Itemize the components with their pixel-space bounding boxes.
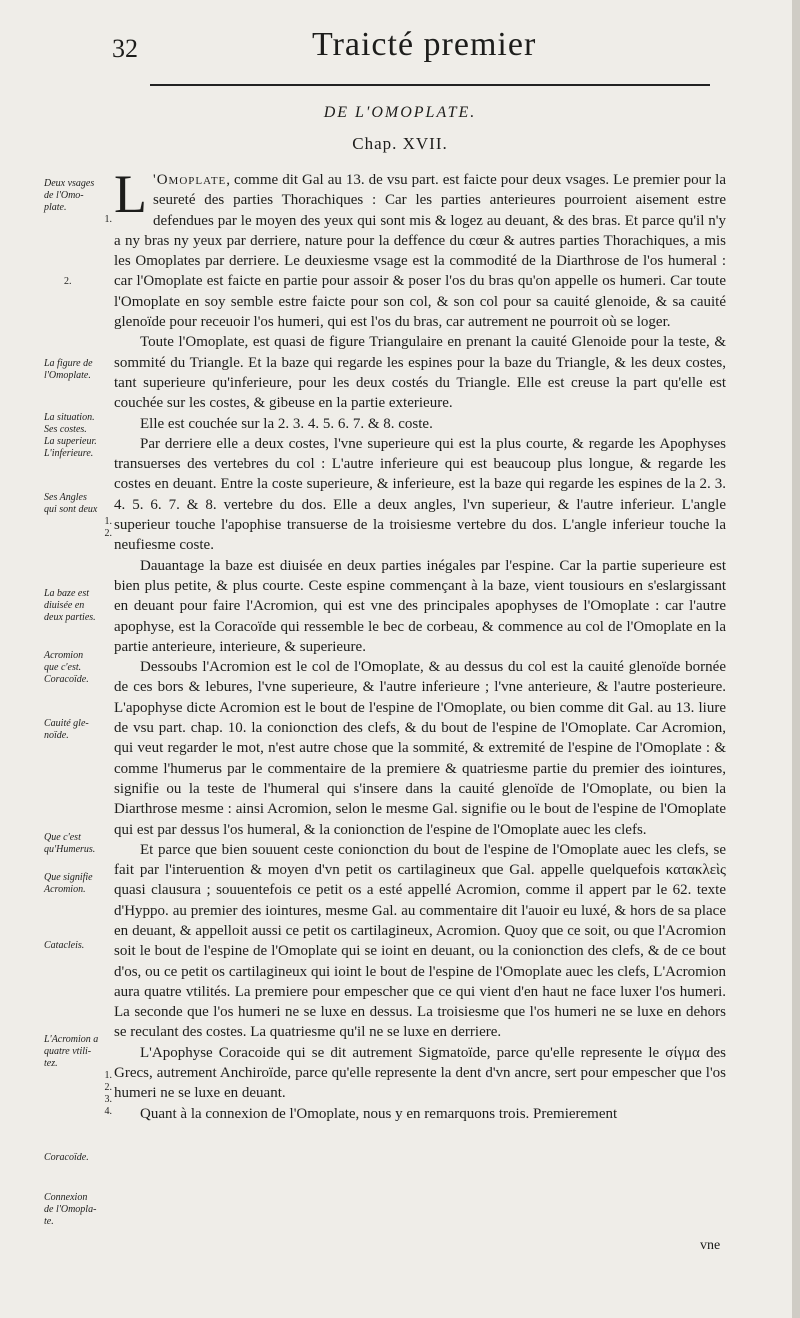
- paragraph: Elle est couchée sur la 2. 3. 4. 5. 6. 7. & 8. coste.: [140, 415, 433, 432]
- margin-note-line: Coracoïde.: [44, 1152, 89, 1163]
- margin-note-line: de l'Omo-: [44, 190, 84, 201]
- paragraph: Dessoubs l'Acromion est le col de l'Omoplate, & au dessus du col est la cauité glenoïde bornée de ces bors & lebures, l'vne superieure, & l'autre inferieure ; l'vne anterieure, & l'autre posterieure. L'apophyse dicte Acromion est le bout de l'espine de l'Omoplate, ou bien comme dit Gal. au 13. liure de vsu part. chap. 10. la conionction des clefs, & du bout de l'espine de l'Omoplate. Car Acromion, qui veut regarder le mot, n'est autre chose que la sommité, & extremité de l'espine de l'Omoplate : & comme l'humerus par le commentaire de la premiere & quatriesme partie du premier des iointures, signifie ou la teste de l'humeral qui s'insere dans la cauité glenoïde de l'Omoplate, ou bien la Diarthrose mesme : ainsi Acromion, selon le mesme Gal. signifie ou le bout de l'espine de l'Omoplate qui est par dessus l'os humeral, & la conionction de l'espine de l'Omoplate auec les clefs.: [114, 659, 726, 838]
- margin-note-base: [44, 588, 116, 624]
- page-number: 32: [112, 34, 138, 63]
- margin-note-utilities: [44, 1034, 116, 1118]
- margin-note-second-use: [44, 276, 116, 288]
- margin-note-glenoid: [44, 718, 116, 742]
- margin-note-line: deux parties.: [44, 612, 96, 623]
- chapter-title: Chap. XVII.: [352, 134, 448, 153]
- margin-note-line: quatre vtili-: [44, 1046, 92, 1057]
- margin-note-acromion: [44, 650, 116, 686]
- paragraph: Et parce que bien souuent ceste conionction du bout de l'espine de l'Omoplate auec les clefs, se fait par l'interuention & moyen d'vn petit os cartilagineux que Gal. appelle quelquefois κατακλεὶς quasi clausura ; souuentefois ce petit os a esté appellé Acromion, comme il appert par le 62. texte d'Hyppo. au premier des iointures, mesme Gal. au commentaire dit l'auoir eu luxé, & hors de sa place en deuant, & appelloit aussi ce petit os cartilagineux, Acromion. Quoy que ce soit, ou que l'Acromion soit le bout de l'espine de l'Omoplate qui se ioint en deuant, ou la conionction des clefs, & de ce bout d'os, ou ce petit os cartilagineux qui ioint le bout de l'espine de l'Omoplate auec les clefs, L'Acromion aura quatre vtilités. La premiere pour empescher que ce qui vient d'en haut ne face luxer l'os humeri. La seconde que l'os humeri ne se luxe en dessus. La troisiesme que l'os humeri ne se luxe en dehors se reculant des costes. La quatriesme qu'il ne se luxe en derriere.: [114, 841, 726, 1041]
- paragraph: L'Apophyse Coracoide qui se dit autrement Sigmatoïde, parce qu'elle represente le σίγμα des Grecs, autrement Anchiroïde, parce qu'elle represente la dent d'vn ancre, sert pour empescher que l'os humeri ne se luxe en deuant.: [114, 1044, 726, 1102]
- margin-number: 1.: [104, 1070, 112, 1081]
- margin-number: 4.: [104, 1106, 112, 1117]
- margin-note-line: de l'Omopla-: [44, 1204, 97, 1215]
- margin-note-catacleis: [44, 940, 116, 952]
- margin-note-line: Deux vsages: [44, 178, 95, 189]
- main-text: [114, 164, 726, 1124]
- section-title: DE L'OMOPLATE.: [323, 104, 477, 121]
- margin-note-situation: [44, 412, 116, 460]
- margin-note-line: qu'Humerus.: [44, 844, 96, 855]
- margin-note-line: Acromion: [44, 650, 84, 661]
- margin-note-line: L'inferieure.: [44, 448, 94, 459]
- catchword: vne: [700, 1238, 721, 1253]
- margin-note-line: te.: [44, 1216, 54, 1227]
- margin-note-line: L'Acromion a: [44, 1034, 99, 1045]
- margin-note-line: La situation.: [44, 412, 95, 423]
- margin-note-line: La baze est: [44, 588, 89, 599]
- margin-note-coracoid: [44, 1152, 116, 1164]
- margin-number: 3.: [104, 1094, 112, 1105]
- margin-number: 2.: [64, 276, 72, 287]
- margin-note-uses: [44, 178, 116, 226]
- margin-note-line: Que c'est: [44, 832, 81, 843]
- paragraph-text: , comme dit Gal au 13. de vsu part. est faicte pour deux vsages. Le premier pour la seureté des parties Thorachiques : Car les parties anterieures pourroient aisement estre defendues par le moyen des yeux qui sont mis & logez au deuant, & des bras. Et parce qu'il n'y a ny bras ny yeux par derriere, nature pour la deffence du cœur & autres parties Thorachiques, a mis les Omoplates par derriere. Le deuxiesme vsage est la commodité de la Diarthrose de l'os humeral : car l'Omoplate est faicte en partie pour assoir & poser l'os du bras qu'on appelle os humeri. Car toute l'Omoplate en soy semble estre faicte pour son col, & son col pour sa cauité glenoide, & sa cauité glenoïde pour receuoir l'os humeri, qui est l'os du bras, car autrement ne pourroit où se loger.: [114, 172, 726, 331]
- margin-note-figure: [44, 358, 116, 382]
- margin-note-line: que c'est.: [44, 662, 82, 673]
- margin-note-line: noïde.: [44, 730, 69, 741]
- margin-note-line: Cauité gle-: [44, 718, 89, 729]
- margin-note-line: La superieur.: [44, 436, 97, 447]
- margin-note-line: Catacleis.: [44, 940, 85, 951]
- running-title: Traicté premier: [312, 26, 537, 63]
- margin-note-angles: [44, 492, 116, 540]
- paragraph: [114, 164, 726, 332]
- margin-note-connexion: [44, 1192, 116, 1228]
- margin-note-line: l'Omoplate.: [44, 370, 91, 381]
- margin-number: 1.: [104, 214, 112, 225]
- margin-number: 1.: [104, 516, 112, 527]
- margin-note-line: Coracoïde.: [44, 674, 89, 685]
- margin-note-line: La figure de: [44, 358, 93, 369]
- margin-number: 2.: [104, 1082, 112, 1093]
- lead-word: 'Omoplate: [153, 172, 227, 188]
- margin-note-acromion-meaning: [44, 872, 116, 896]
- paragraph: Par derriere elle a deux costes, l'vne superieure qui est la plus courte, & regarde les Apophyses transuerses des vertebres du col : L'autre inferieure qui est beaucoup plus longue, & regarde les costes en deuant. Entre la coste superieure, & inferieure, est la baze qui regarde les espines de la 2. 3. 4. 5. 6. 7. & 8. vertebre du dos. Elle a deux angles, l'vn superieur, & l'autre inferieur. L'angle superieur touche l'apophise transuerse de la troisiesme vertebre du dos. L'angle inferieur touche la neufiesme coste.: [114, 435, 726, 554]
- paragraph: Toute l'Omoplate, est quasi de figure Triangulaire en prenant la cauité Glenoide pour la teste, & sommité du Triangle. Et la baze qui regarde les espines pour la baze du Triangle, & les deux costes, tant superieure qu'inferieure, pour les deux costés du Triangle. Elle est creuse la part qu'elle est couchée sur les costes, & gibeuse en la partie exterieure.: [114, 334, 726, 412]
- margin-note-line: Ses costes.: [44, 424, 87, 435]
- page-edge: [792, 0, 800, 1318]
- margin-note-line: Que signifie: [44, 872, 93, 883]
- paragraph: Quant à la connexion de l'Omoplate, nous y en remarquons trois. Premierement: [140, 1105, 618, 1122]
- margin-note-line: tez.: [44, 1058, 58, 1069]
- margin-note-line: diuisée en: [44, 600, 85, 611]
- margin-note-line: Acromion.: [44, 884, 86, 895]
- paragraph: Dauantage la baze est diuisée en deux parties inégales par l'espine. Car la partie superieure est bien plus petite, & plus courte. Ceste espine commençant à la baze, vient tousiours en s'eslargissant en deuant pour faire l'Acromion, qui est vne des principales apophyses de l'Omoplate : car l'autre apophyse, est la Coracoïde qui ressemble le bec de corbeau, & commence au col de l'Omoplate en la partie anterieure, interieure, & superieure.: [114, 557, 726, 655]
- margin-note-humerus: [44, 832, 116, 856]
- margin-number: 2.: [104, 528, 112, 539]
- margin-note-line: plate.: [44, 202, 67, 213]
- margin-note-line: Ses Angles: [44, 492, 87, 503]
- margin-note-line: Connexion: [44, 1192, 88, 1203]
- margin-note-line: qui sont deux: [44, 504, 98, 515]
- drop-cap: L: [114, 164, 147, 224]
- header-rule: [150, 84, 710, 86]
